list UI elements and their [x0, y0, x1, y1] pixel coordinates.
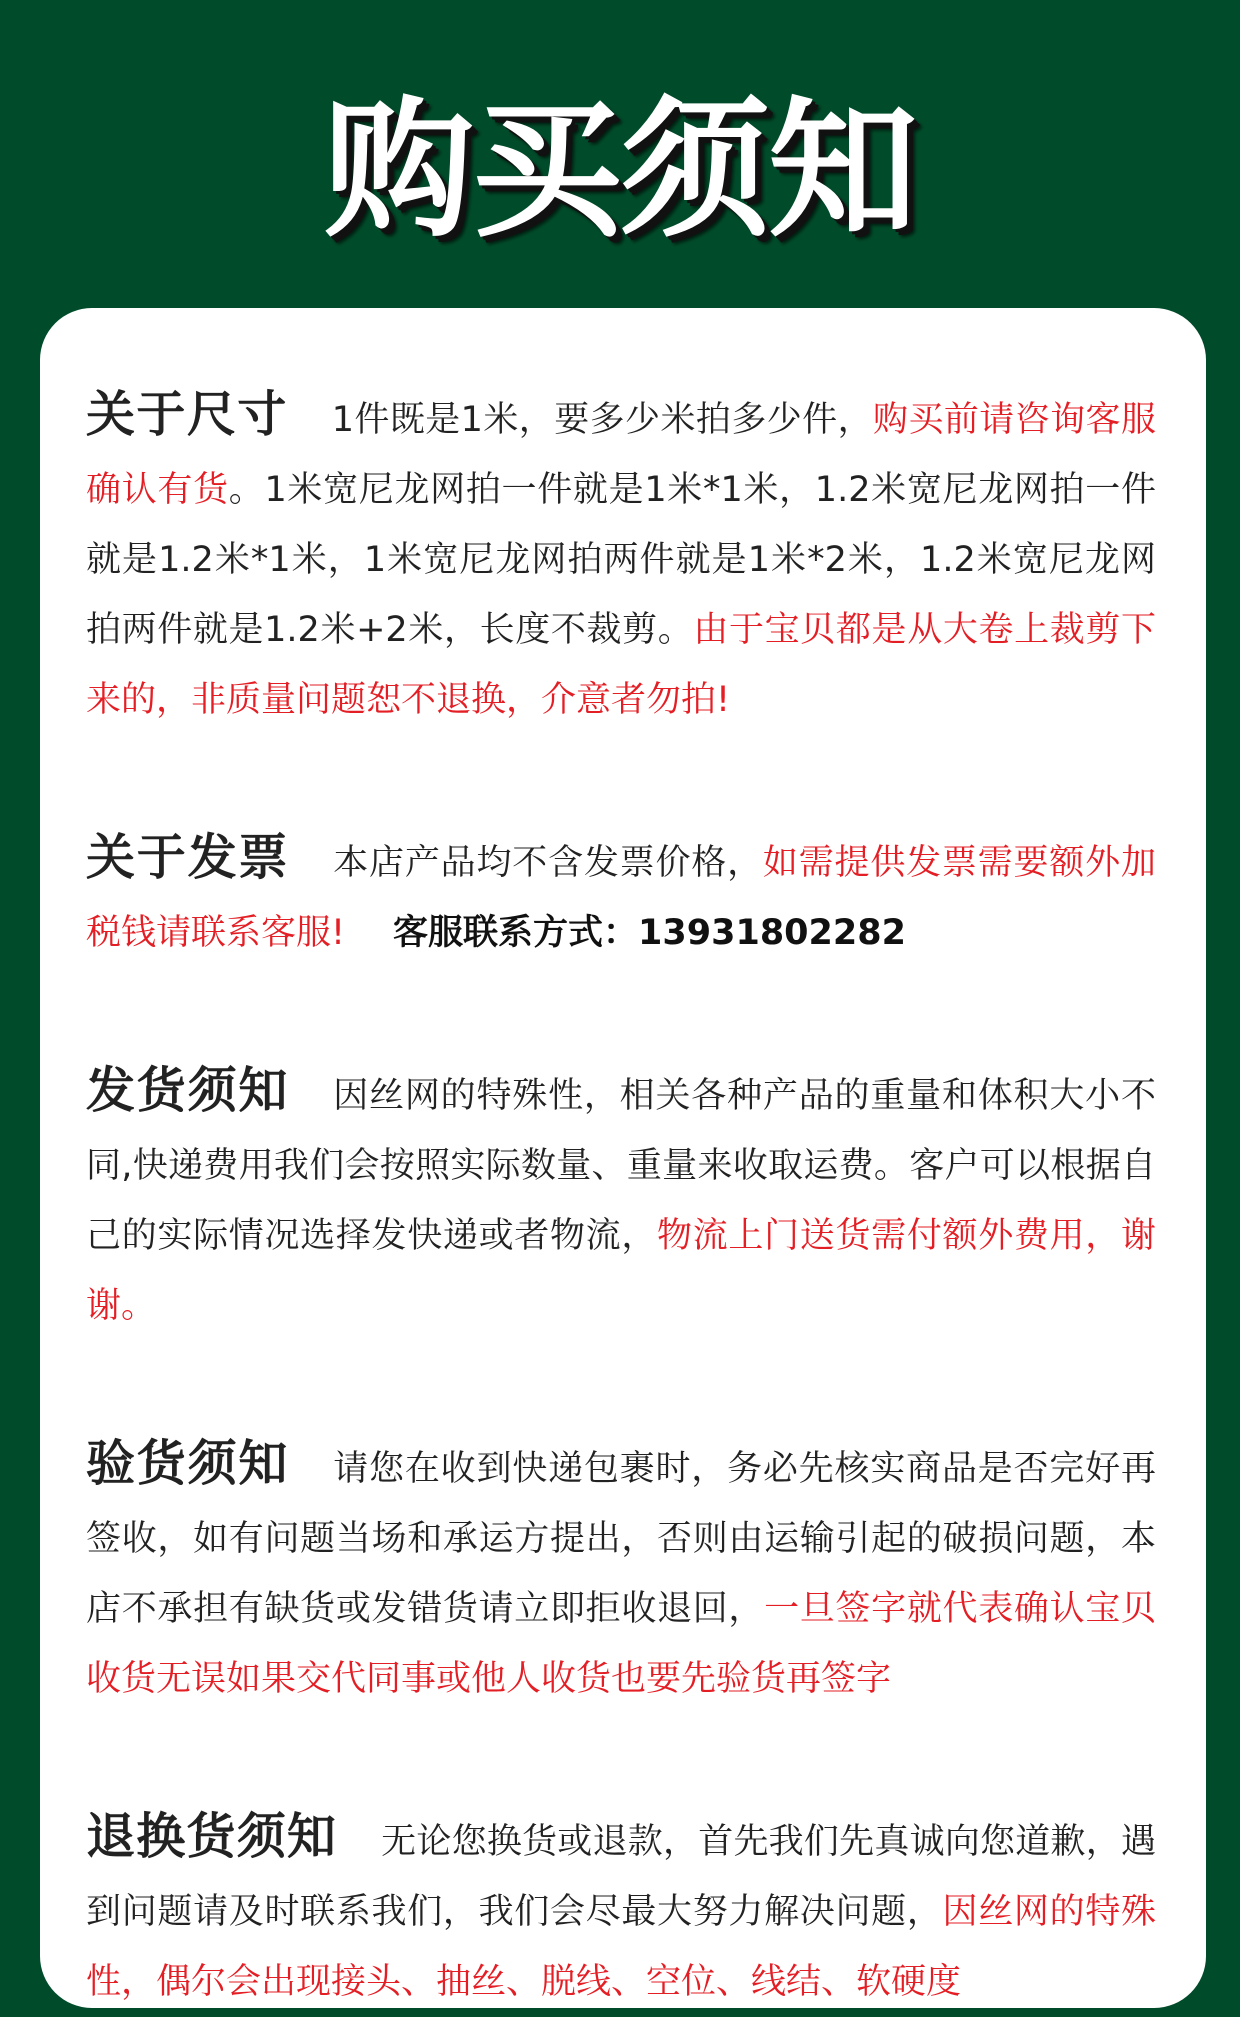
section-returns-title: 退换货须知 — [86, 1808, 338, 1865]
section-shipping-highlight: 物流上门送货需付额外费用，谢谢。 — [86, 1216, 1156, 1326]
section-returns — [86, 1802, 1156, 2017]
notice-card — [40, 308, 1206, 2008]
section-shipping-text: 因丝网的特殊性，相关各种产品的重量和体积大小不同,快递费用我们会按照实际数量、重量来收取运费。客户可以根据自己的实际情况选择发快递或者物流， — [86, 1076, 1156, 1256]
section-size-highlight: 购买前请咨询客服确认有货 — [86, 400, 1156, 510]
section-inspection-highlight: 一旦签字就代表确认宝贝收货无误如果交代同事或他人收货也要先验货再签字 — [86, 1589, 1156, 1699]
section-returns-text: 无论您换货或退款，首先我们先真诚向您道歉，遇到问题请及时联系我们，我们会尽最大努力解决问题， — [86, 1822, 1156, 1932]
section-size-warning: 由于宝贝都是从大卷上裁剪下来的，非质量问题恕不退换，介意者勿拍! — [86, 610, 1156, 720]
section-shipping-title: 发货须知 — [86, 1062, 290, 1119]
section-shipping-body — [86, 1056, 1156, 1341]
section-returns-highlight: 因丝网的特殊性，偶尔会出现接头、抽丝、脱线、空位、线结、软硬度 — [86, 1892, 1156, 2002]
section-inspection-text: 请您在收到快递包裹时，务必先核实商品是否完好再签收，如有问题当场和承运方提出，否则由运输引起的破损问题，本店不承担有缺货或发错货请立即拒收退回， — [86, 1449, 1156, 1629]
section-size-title: 关于尺寸 — [86, 386, 288, 443]
section-inspection-body — [86, 1429, 1156, 1714]
section-invoice — [86, 823, 1156, 968]
page-title: 购买须知 — [323, 84, 916, 258]
section-invoice-highlight: 如需提供发票需要额外加税钱请联系客服! — [86, 843, 1156, 953]
section-size — [86, 380, 1156, 735]
section-size-body — [86, 380, 1156, 735]
section-invoice-body — [86, 823, 1156, 968]
section-shipping — [86, 1056, 1156, 1341]
section-inspection-title: 验货须知 — [86, 1435, 290, 1492]
customer-service-contact: 客服联系方式：13931802282 — [393, 913, 906, 953]
section-returns-body — [86, 1802, 1156, 2017]
section-size-text-2: 。1米宽尼龙网拍一件就是1米*1米，1.2米宽尼龙网拍一件就是1.2米*1米，1米宽尼龙网拍两件就是1米*2米，1.2米宽尼龙网拍两件就是1.2米+2米，长度不裁剪。 — [86, 470, 1156, 650]
section-invoice-text: 本店产品均不含发票价格， — [333, 843, 763, 883]
section-size-text: 1件既是1米，要多少米拍多少件， — [331, 400, 874, 440]
section-inspection — [86, 1429, 1156, 1714]
section-invoice-title: 关于发票 — [86, 829, 290, 886]
